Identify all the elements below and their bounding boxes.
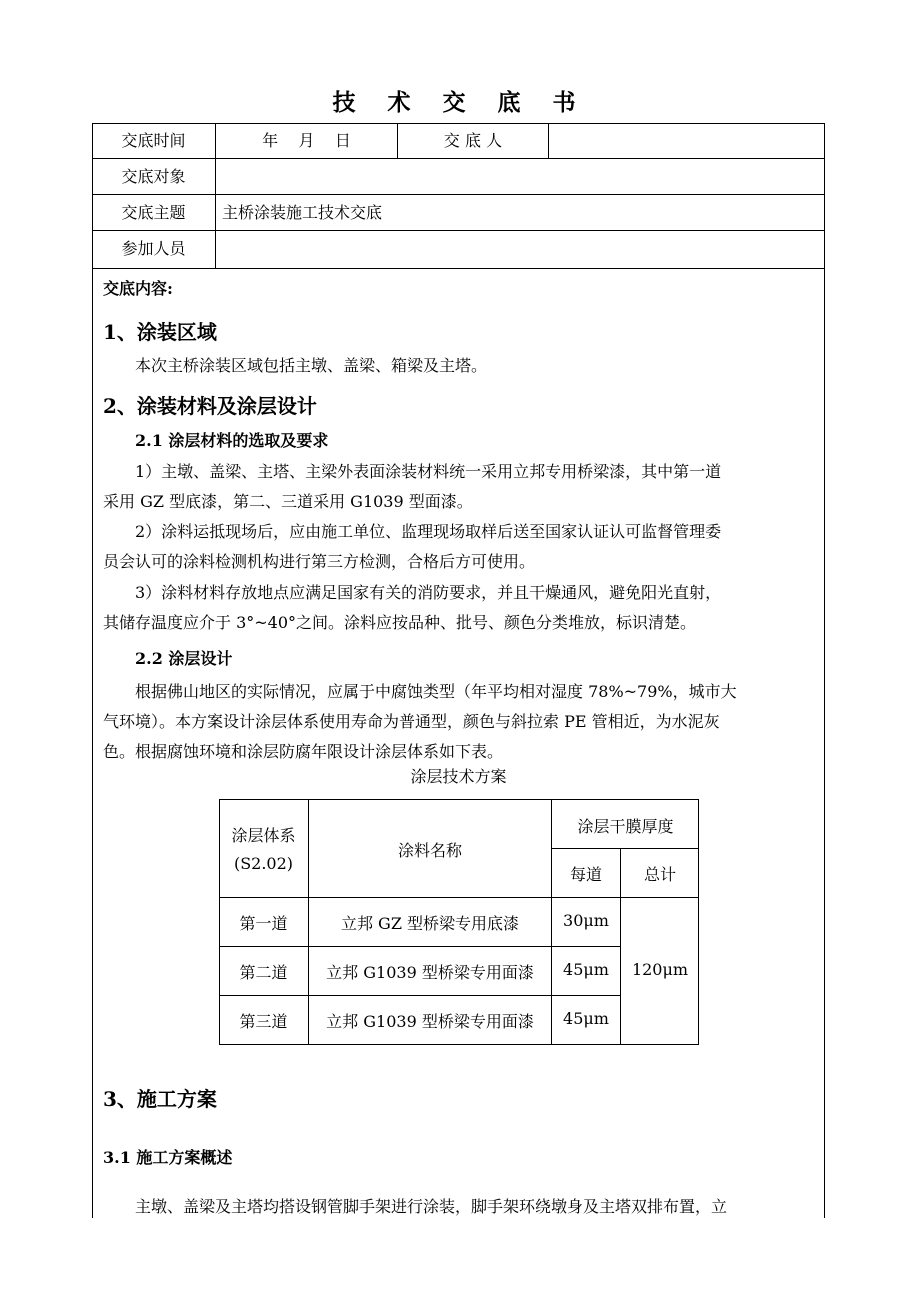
- disclosure-form: [92, 123, 825, 1218]
- table-cell-coat: 第一道: [239, 914, 288, 933]
- document-title: 技 术 交 底 书: [332, 89, 588, 116]
- table-header-system-line1: 涂层体系: [231, 826, 296, 845]
- section-3-heading: 3、施工方案: [103, 1087, 217, 1111]
- text-line: 3）涂料材料存放地点应满足国家有关的消防要求，并且干燥通风，避免阳光直射，: [135, 583, 722, 602]
- section-2-2-text: [103, 677, 818, 767]
- text-line: 其储存温度应介于 3°~40°之间。涂料应按品种、批号、颜色分类堆放，标识清楚。: [103, 613, 697, 632]
- table-header-name: 涂料名称: [397, 841, 462, 860]
- table-cell-total: 120μm: [631, 960, 689, 979]
- section-3-1-heading: 3.1 施工方案概述: [103, 1148, 233, 1167]
- target-label: 交底对象: [121, 167, 186, 186]
- attendees-label: 参加人员: [121, 239, 186, 258]
- section-2-1-item-3: [103, 578, 818, 638]
- text-line: 色。根据腐蚀环境和涂层防腐年限设计涂层体系如下表。: [103, 742, 504, 761]
- table-row-divider: [551, 848, 699, 849]
- table-header-system: [219, 822, 308, 878]
- section-2-1-item-2: [103, 517, 818, 577]
- text-line: 员会认可的涂料检测机构进行第三方检测，合格后方可使用。: [103, 552, 536, 571]
- row-divider: [92, 230, 825, 231]
- table-cell-each: 30μm: [563, 911, 609, 930]
- section-1-text: [103, 351, 818, 381]
- table-header-thickness: 涂层干膜厚度: [577, 817, 674, 836]
- text-line: 2）涂料运抵现场后，应由施工单位、监理现场取样后送至国家认证认可监督管理委: [135, 522, 722, 541]
- section-3-1-text: [103, 1192, 818, 1222]
- text-line: 本次主桥涂装区域包括主墩、盖梁、箱梁及主塔。: [135, 356, 488, 375]
- table-cell-name: 立邦 G1039 型桥梁专用面漆: [326, 1012, 534, 1031]
- section-2-1-heading: 2.1 涂层材料的选取及要求: [135, 431, 329, 450]
- content-label: 交底内容:: [103, 279, 173, 298]
- time-value[interactable]: 年 月 日: [262, 131, 351, 150]
- section-2-1-item-1: [103, 457, 818, 517]
- table-cell-name: 立邦 GZ 型桥梁专用底漆: [340, 914, 520, 933]
- text-line: 1）主墩、盖梁、主塔、主梁外表面涂装材料统一采用立邦专用桥梁漆，其中第一道: [135, 462, 722, 481]
- table-cell-each: 45μm: [563, 1009, 609, 1028]
- row-divider: [92, 158, 825, 159]
- row-divider: [92, 194, 825, 195]
- table-cell-each: 45μm: [563, 960, 609, 979]
- table-header-each: 每道: [569, 865, 602, 884]
- table-header-total: 总计: [643, 865, 676, 884]
- time-label: 交底时间: [121, 131, 186, 150]
- section-2-heading: 2、涂装材料及涂层设计: [103, 394, 317, 418]
- table-cell-name: 立邦 G1039 型桥梁专用面漆: [326, 963, 534, 982]
- table-cell-coat: 第三道: [239, 1012, 288, 1031]
- topic-label: 交底主题: [121, 203, 186, 222]
- person-label: 交 底 人: [443, 131, 503, 150]
- table-row-divider: [219, 995, 620, 996]
- table-row-divider: [219, 946, 620, 947]
- table-row-divider: [219, 897, 699, 898]
- text-line: 根据佛山地区的实际情况，应属于中腐蚀类型（年平均相对湿度 78%~79%，城市大: [135, 682, 737, 701]
- topic-value[interactable]: 主桥涂装施工技术交底: [222, 203, 383, 222]
- table-cell-coat: 第二道: [239, 963, 288, 982]
- section-2-2-heading: 2.2 涂层设计: [135, 649, 233, 668]
- section-1-heading: 1、涂装区域: [103, 320, 217, 344]
- column-divider: [548, 123, 549, 158]
- text-line: 气环境）。本方案设计涂层体系使用寿命为普通型，颜色与斜拉索 PE 管相近，为水泥灰: [103, 712, 720, 731]
- text-line: 主墩、盖梁及主塔均搭设钢管脚手架进行涂装，脚手架环绕墩身及主塔双排布置，立: [135, 1197, 728, 1216]
- row-divider: [92, 268, 825, 269]
- table-caption: 涂层技术方案: [410, 767, 507, 786]
- table-header-system-line2: (S2.02): [233, 854, 294, 873]
- text-line: 采用 GZ 型底漆，第二、三道采用 G1039 型面漆。: [103, 492, 473, 511]
